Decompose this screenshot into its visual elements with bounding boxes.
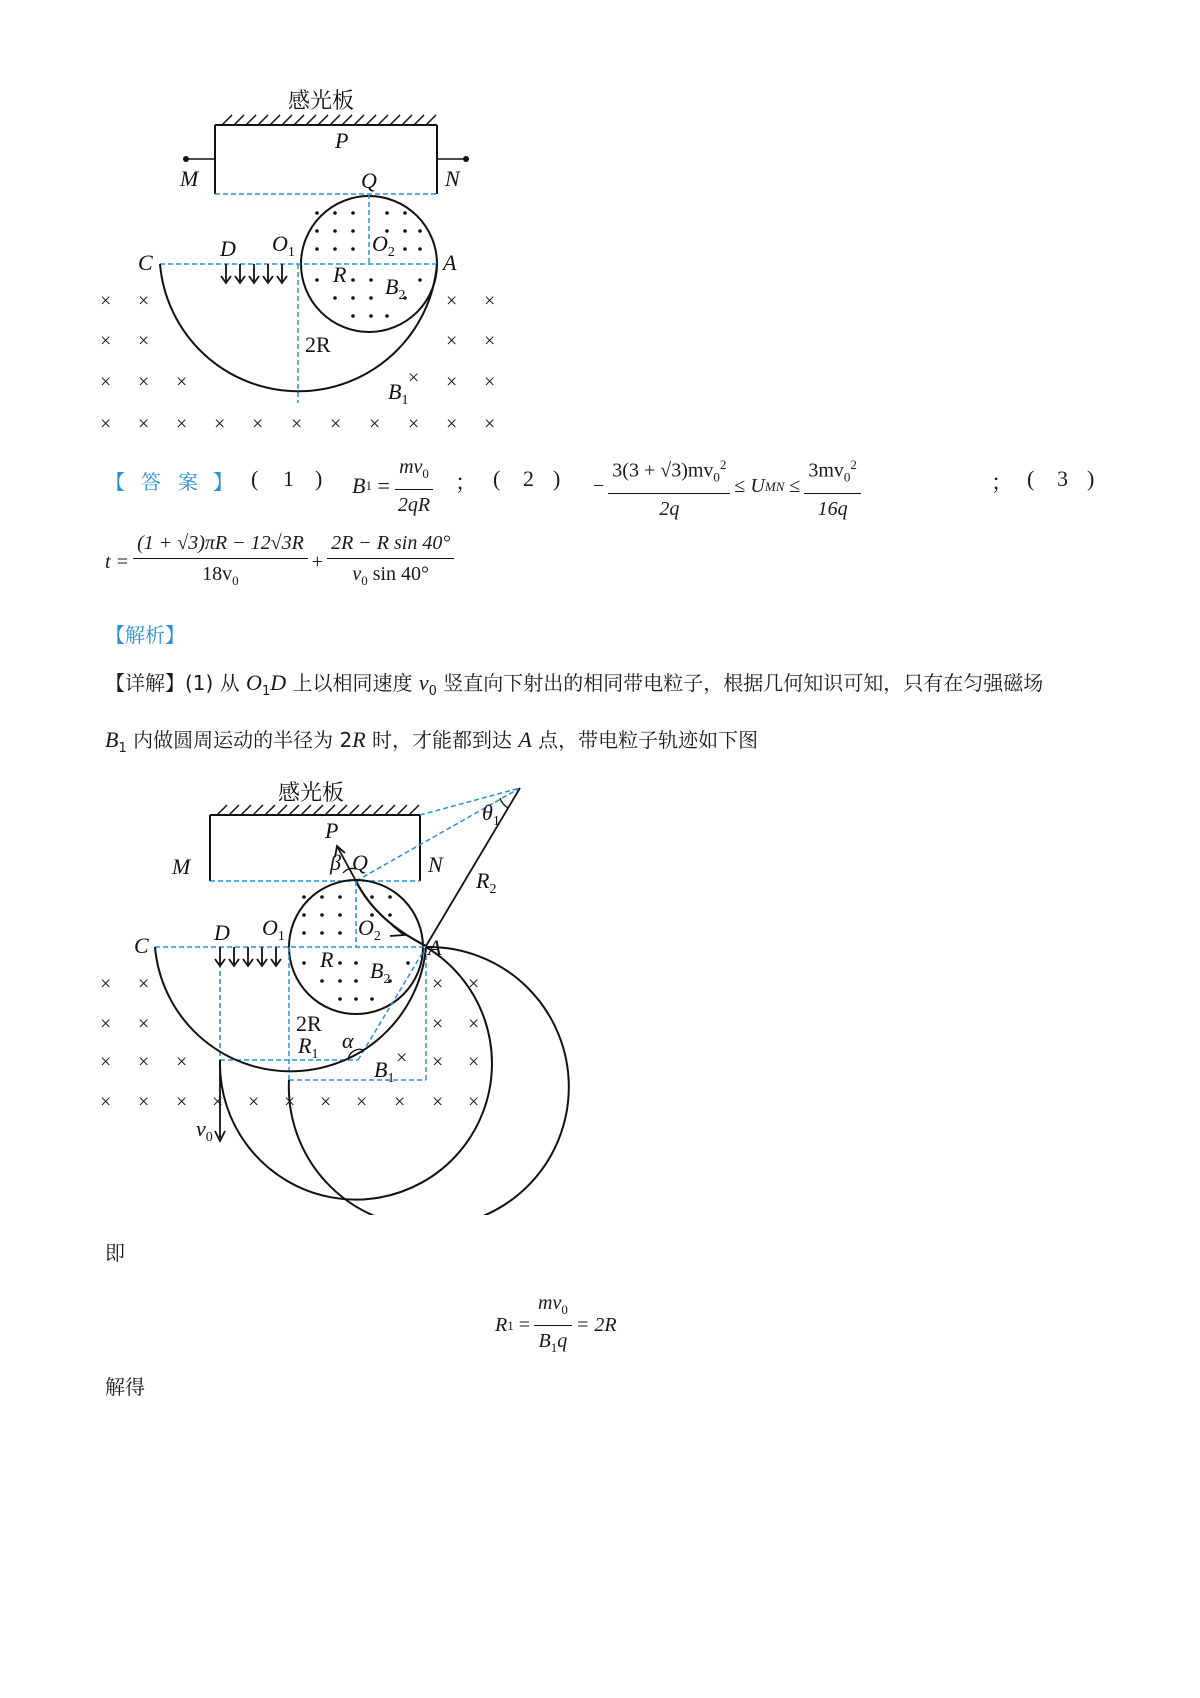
svg-text:×: × [138,1091,150,1113]
svg-text:×: × [138,413,150,435]
svg-text:×: × [138,1013,150,1035]
svg-text:×: × [100,973,112,995]
svg-text:×: × [248,1091,260,1113]
answer-label-open: 【 [105,470,125,494]
part1-open: ( [251,466,259,491]
svg-text:×: × [446,413,458,435]
answer-label-an: 案 [178,470,198,494]
svg-text:×: × [484,413,496,435]
label-A: A [443,250,457,275]
label-R: R [333,262,347,287]
svg-text:×: × [138,290,150,312]
svg-text:×: × [176,1091,188,1113]
svg-text:×: × [100,413,112,435]
svg-text:×: × [484,290,496,312]
svg-text:×: × [330,413,342,435]
label2-C: C [134,933,149,958]
svg-text:×: × [468,1051,480,1073]
label2-2R: 2R [296,1011,322,1036]
part1-close: ) [315,466,323,491]
svg-text:×: × [369,413,381,435]
label2-N: N [428,852,443,877]
svg-text:×: × [468,973,480,995]
svg-text:×: × [138,1051,150,1073]
svg-text:×: × [432,973,444,995]
eq-r1: R 1 = $\frac{mv_0}{B_1q}$ = 2R [495,1292,617,1355]
plate-label-2: 感光板 [278,781,345,806]
svg-text:×: × [408,413,420,435]
label-2R: 2R [305,332,331,357]
svg-text:×: × [100,290,112,312]
sep-2: ； [991,470,1014,495]
label2-R: R [320,947,334,972]
figure-2 [95,775,575,1215]
svg-text:×: × [320,1091,332,1113]
svg-text:×: × [356,1091,368,1113]
svg-text:×: × [214,413,226,435]
svg-text:×: × [100,1051,112,1073]
svg-text:×: × [394,1091,406,1113]
svg-text:×: × [138,330,150,352]
svg-text:×: × [468,1013,480,1035]
svg-text:×: × [176,413,188,435]
label-Q: Q [361,168,377,193]
label2-beta: β [330,850,341,875]
svg-text:×: × [252,413,264,435]
part3-open: ( [1027,466,1035,491]
label-B1: $B_1$ [388,379,409,408]
svg-text:×: × [484,371,496,393]
part3-close: ) [1087,466,1095,491]
svg-text:×: × [446,290,458,312]
label2-O1: $O_1$ [262,915,285,944]
figure-1 [95,85,535,445]
svg-text:×: × [432,1091,444,1113]
answer-umn: − $\frac{3(3 + √3)mv_0^2}{2q}$ ≤ U MN ≤ $\frac{3mv_0^2}{16q}$ [593,452,865,522]
part2-open: ( [493,466,501,491]
svg-text:×: × [432,1013,444,1035]
svg-text:×: × [432,1051,444,1073]
svg-text:×: × [138,973,150,995]
part3-num: 3 [1057,466,1068,491]
label2-R2: $R_2$ [476,868,497,897]
plate-hatch [222,115,436,125]
analysis-label: 【解析】 [105,623,185,647]
answer-label-da: 答 [141,470,161,494]
label2-B2: $B_2$ [370,958,391,987]
sep-1: ； [455,470,478,495]
svg-text:×: × [176,371,188,393]
label2-O2: $O_2$ [358,915,381,944]
detail-line-2: $B_1$ 内做圆周运动的半径为 2R 时，才能都到达 A 点，带电粒子轨迹如下图 [105,727,759,756]
label2-A: A [428,935,442,960]
label-C: C [138,250,153,275]
svg-text:×: × [100,1091,112,1113]
plate-label: 感光板 [288,89,355,114]
label-D: D [220,236,236,261]
svg-text:×: × [100,371,112,393]
svg-text:×: × [291,413,303,435]
label2-D: D [214,920,230,945]
part1-num: 1 [283,466,294,491]
detail-line-1: 【详解】(1) 从 $O_1D$ 上以相同速度 $v_0$ 竖直向下射出的相同带电粒子，根据几何知识可知，只有在匀强磁场 [105,670,1044,699]
part2-num: 2 [523,466,534,491]
svg-text:×: × [468,1091,480,1113]
label2-alpha: α [342,1028,354,1053]
label2-B1: $B_1$ [374,1057,395,1086]
svg-text:×: × [284,1091,296,1113]
svg-text:×: × [138,371,150,393]
label2-R1: $R_1$ [298,1033,319,1062]
svg-text:×: × [446,371,458,393]
svg-text:×: × [176,1051,188,1073]
label2-Q: Q [352,850,368,875]
label2-v0: $v_0$ [196,1116,213,1145]
label-B2: $B_2$ [385,274,406,303]
svg-text:×: × [100,330,112,352]
particle-arrows [221,264,287,283]
svg-text:×: × [212,1091,224,1113]
label-N: N [445,166,460,191]
svg-text:×: × [100,1013,112,1035]
answer-label-close: 】 [213,470,233,494]
answer-line [105,452,1115,520]
label-M: M [180,166,199,191]
svg-text:×: × [396,1047,408,1069]
label-P: P [335,128,349,153]
label2-P: P [325,818,339,843]
ji-text: 即 [105,1241,125,1265]
label-O1: $O_1$ [272,231,295,260]
svg-text:×: × [446,330,458,352]
part2-close: ) [553,466,561,491]
label-O2: $O_2$ [372,231,395,260]
answer-t: t = $\frac{(1 + √3)\pi R - 12√3R}{18v_0}$ + $\frac{\text{2R − R sin 40°}}{v_0 \sin 40^\circ}$ [105,530,458,594]
svg-text:×: × [484,330,496,352]
label2-theta1: $\theta_1$ [482,800,500,829]
answer-b1: B 1 = $\frac{mv_0}{2qR}$ [352,454,438,518]
jiede-text: 解得 [105,1375,145,1399]
label2-M: M [172,854,191,879]
svg-text:×: × [408,367,420,389]
